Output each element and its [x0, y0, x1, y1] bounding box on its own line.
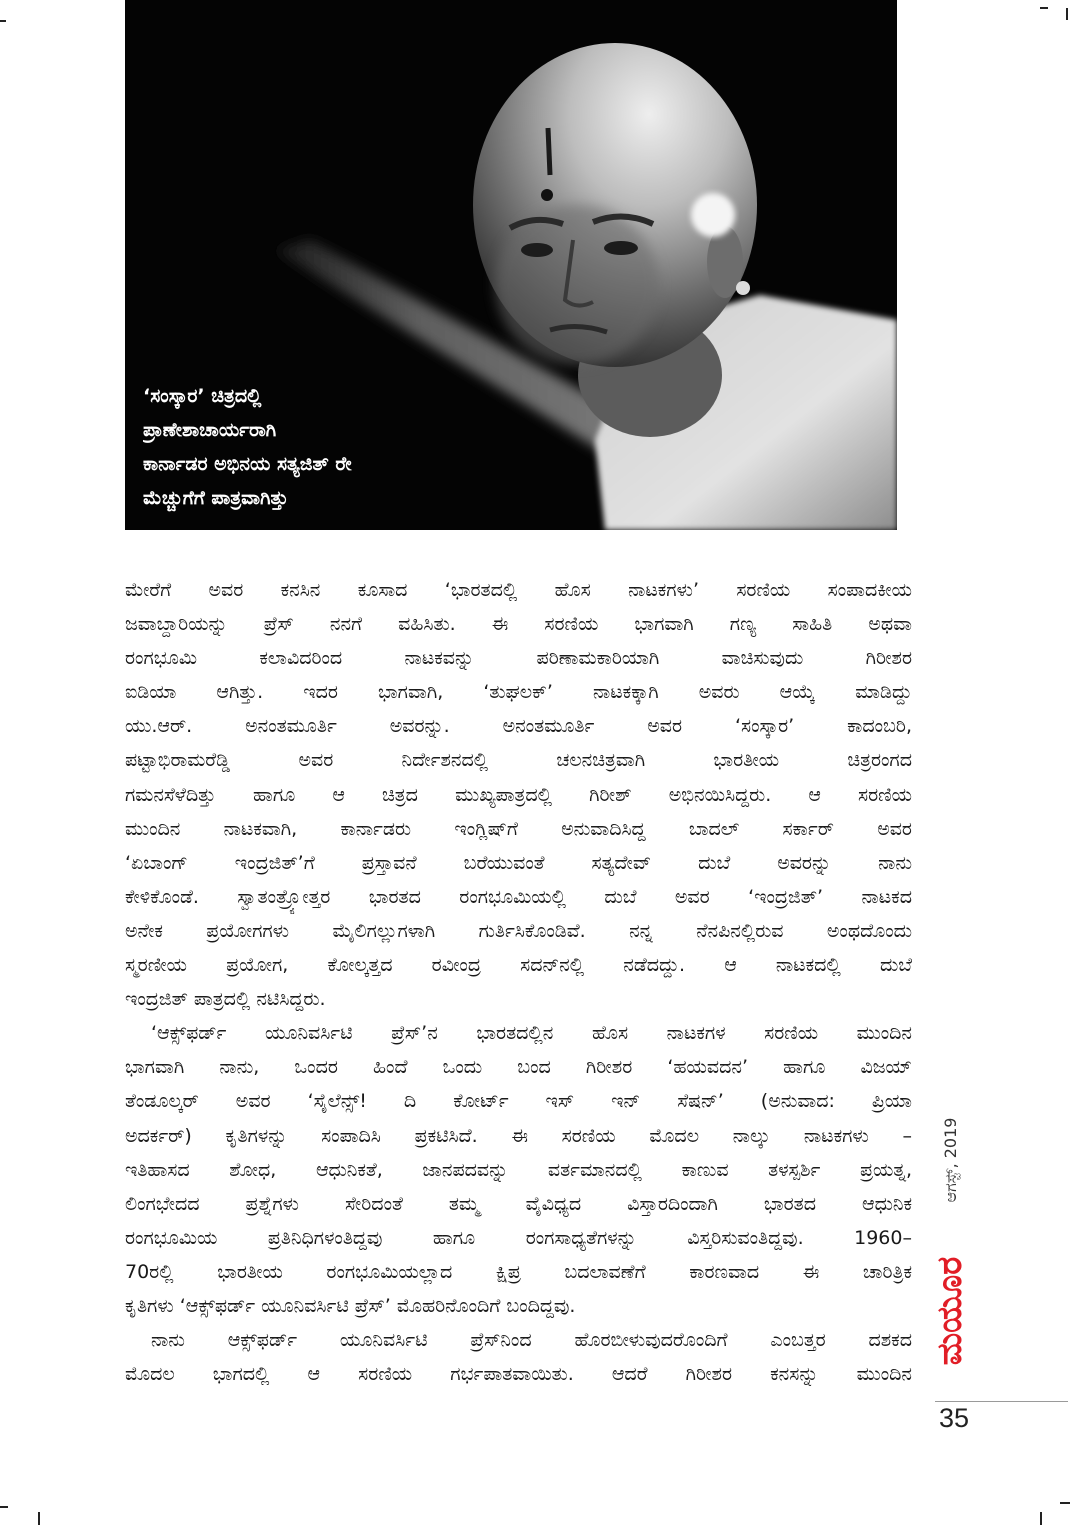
- article-line: 70ರಲ್ಲಿ ಭಾರತೀಯ ರಂಗಭೂಮಿಯಲ್ಲಾದ ಕ್ಷಿಪ್ರ ಬದಲಾವಣೆಗೆ ಕಾರಣವಾದ ಈ ಚಾರಿತ್ರಿಕ: [125, 1260, 912, 1283]
- right-eye: [604, 241, 638, 255]
- crop-mark: [1060, 1502, 1070, 1504]
- crop-mark: [0, 20, 6, 22]
- article-line: ಜವಾಬ್ದಾರಿಯನ್ನು ಪ್ರೆಸ್ ನನಗೆ ವಹಿಸಿತು. ಈ ಸರಣಿಯ ಭಾಗವಾಗಿ ಗಣ್ಯ ಸಾಹಿತಿ ಅಥವಾ: [125, 613, 912, 636]
- crop-mark: [38, 1512, 40, 1525]
- article-line: ರಂಗಭೂಮಿಯ ಪ್ರತಿನಿಧಿಗಳಂತಿದ್ದವು ಹಾಗೂ ರಂಗಸಾಧ್ಯತೆಗಳನ್ನು ವಿಸ್ತರಿಸುವಂತಿದ್ದವು. 1960–: [125, 1226, 912, 1249]
- article-line: ‘ಏಬಾಂಗ್ ಇಂದ್ರಜಿತ್’ಗೆ ಪ್ರಸ್ತಾವನೆ ಬರೆಯುವಂತೆ ಸತ್ಯದೇವ್ ದುಬೆ ಅವರನ್ನು ನಾನು: [125, 851, 912, 874]
- article-line: ‘ಆಕ್ಸ್‌ಫರ್ಡ್ ಯೂನಿವರ್ಸಿಟಿ ಪ್ರೆಸ್’ನ ಭಾರತದಲ್ಲಿನ ಹೊಸ ನಾಟಕಗಳ ಸರಣಿಯ ಮುಂದಿನ: [151, 1022, 912, 1045]
- issue-date: ಆಗಸ್ಟ್, 2019: [941, 1117, 960, 1203]
- article-line: ಸ್ಮರಣೀಯ ಪ್ರಯೋಗ, ಕೋಲ್ಕತ್ತದ ರವೀಂದ್ರ ಸದನ್‌ನಲ್ಲಿ ನಡೆದದ್ದು. ಆ ನಾಟಕದಲ್ಲಿ ದುಬೆ: [125, 954, 912, 977]
- caption-line: ‘ಸಂಸ್ಕಾರ’ ಚಿತ್ರದಲ್ಲಿ: [143, 385, 262, 407]
- footer-rule: [935, 1401, 1068, 1402]
- caption-line: ಪ್ರಾಣೇಶಾಚಾರ್ಯರಾಗಿ: [143, 419, 277, 441]
- article-line: ಐಡಿಯಾ ಆಗಿತ್ತು. ಇದರ ಭಾಗವಾಗಿ, ‘ತುಘಲಕ್’ ನಾಟಕಕ್ಕಾಗಿ ಅವರು ಆಯ್ಕೆ ಮಾಡಿದ್ದು: [125, 681, 912, 704]
- crop-mark: [0, 1506, 8, 1508]
- article-line: ಮುಂದಿನ ನಾಟಕವಾಗಿ, ಕಾರ್ನಾಡರು ಇಂಗ್ಲಿಷ್‌ಗೆ ಅನುವಾದಿಸಿದ್ದ ಬಾದಲ್ ಸರ್ಕಾರ್ ಅವರ: [125, 817, 912, 840]
- article-line: ಯು.ಆರ್. ಅನಂತಮೂರ್ತಿ ಅವರನ್ನು. ಅನಂತಮೂರ್ತಿ ಅವರ ‘ಸಂಸ್ಕಾರ’ ಕಾದಂಬರಿ,: [125, 715, 912, 738]
- article-line: ಭಾಗವಾಗಿ ನಾನು, ಒಂದರ ಹಿಂದೆ ಒಂದು ಬಂದ ಗಿರೀಶರ ‘ಹಯವದನ’ ಹಾಗೂ ವಿಜಯ್: [125, 1056, 912, 1079]
- caption-line: ಮೆಚ್ಚುಗೆಗೆ ಪಾತ್ರವಾಗಿತ್ತು: [143, 487, 289, 509]
- magazine-masthead: ಮಯೂರ: [930, 1256, 970, 1366]
- article-line: ತೆಂಡೂಲ್ಕರ್ ಅವರ ‘ಸೈಲೆನ್ಸ್! ದಿ ಕೋರ್ಟ್ ಇಸ್ ಇನ್ ಸೆಷನ್’ (ಅನುವಾದ: ಪ್ರಿಯಾ: [125, 1090, 912, 1113]
- page-number: 35: [939, 1403, 970, 1433]
- article-line: ಮೊದಲ ಭಾಗದಲ್ಲಿ ಆ ಸರಣಿಯ ಗರ್ಭಪಾತವಾಯಿತು. ಆದರೆ ಗಿರೀಶರ ಕನಸನ್ನು ಮುಂದಿನ: [125, 1363, 912, 1386]
- paragraph: [125, 1323, 912, 1391]
- article-line: ಇತಿಹಾಸದ ಶೋಧ, ಆಧುನಿಕತೆ, ಜಾನಪದವನ್ನು ವರ್ತಮಾನದಲ್ಲಿ ಕಾಣುವ ತಳಸ್ಪರ್ಶಿ ಪ್ರಯತ್ನ,: [125, 1158, 912, 1181]
- article-line: ನಾನು ಆಕ್ಸ್‌ಫರ್ಡ್ ಯೂನಿವರ್ಸಿಟಿ ಪ್ರೆಸ್‌ನಿಂದ ಹೊರಬೀಳುವುದರೊಂದಿಗೆ ಎಂಬತ್ತರ ದಶಕದ: [151, 1329, 912, 1352]
- article-line: ಅದರ್ಕರ್) ಕೃತಿಗಳನ್ನು ಸಂಪಾದಿಸಿ ಪ್ರಕಟಿಸಿದೆ. ಈ ಸರಣಿಯ ಮೊದಲ ನಾಲ್ಕು ನಾಟಕಗಳು –: [125, 1124, 912, 1147]
- article-line: ಲಿಂಗಭೇದದ ಪ್ರಶ್ನೆಗಳು ಸೇರಿದಂತೆ ತಮ್ಮ ವೈವಿಧ್ಯದ ವಿಸ್ತಾರದಿಂದಾಗಿ ಭಾರತದ ಆಧುನಿಕ: [125, 1192, 912, 1215]
- crop-mark: [1040, 1512, 1042, 1525]
- article-line: ಕೃತಿಗಳು ‘ಆಕ್ಸ್‌ಫರ್ಡ್ ಯೂನಿವರ್ಸಿಟಿ ಪ್ರೆಸ್’ ಮೊಹರಿನೊಂದಿಗೆ ಬಂದಿದ್ದವು.: [125, 1294, 576, 1317]
- article-line: ಇಂದ್ರಜಿತ್ ಪಾತ್ರದಲ್ಲಿ ನಟಿಸಿದ್ದರು.: [125, 988, 326, 1011]
- tilak-line: [548, 128, 550, 175]
- article-body: [125, 573, 912, 1391]
- article-line: ಪಟ್ಟಾಭಿರಾಮರೆಡ್ಡಿ ಅವರ ನಿರ್ದೇಶನದಲ್ಲಿ ಚಲನಚಿತ್ರವಾಗಿ ಭಾರತೀಯ ಚಿತ್ರರಂಗದ: [125, 749, 912, 772]
- left-eye: [521, 243, 553, 257]
- article-line: ರಂಗಭೂಮಿ ಕಲಾವಿದರಿಂದ ನಾಟಕವನ್ನು ಪರಿಣಾಮಕಾರಿಯಾಗಿ ವಾಚಿಸುವುದು ಗಿರೀಶರ: [125, 647, 912, 670]
- article-photo: [125, 0, 897, 530]
- flower: [691, 193, 735, 237]
- article-line: ಕೇಳಿಕೊಂಡೆ. ಸ್ವಾತಂತ್ರ್ಯೋತ್ತರ ಭಾರತದ ರಂಗಭೂಮಿಯಲ್ಲಿ ದುಬೆ ಅವರ ‘ಇಂದ್ರಜಿತ್’ ನಾಟಕದ: [125, 885, 912, 908]
- paragraph: [125, 573, 912, 1016]
- article-line: ಅನೇಕ ಪ್ರಯೋಗಗಳು ಮೈಲಿಗಲ್ಲುಗಳಾಗಿ ಗುರ್ತಿಸಿಕೊಂಡಿವೆ. ನನ್ನ ನೆನಪಿನಲ್ಲಿರುವ ಅಂಥದೊಂದು: [125, 919, 912, 942]
- paragraph: [125, 1016, 912, 1323]
- crop-mark: [1040, 7, 1048, 9]
- article-line: ಗಮನಸೆಳೆದಿತ್ತು ಹಾಗೂ ಆ ಚಿತ್ರದ ಮುಖ್ಯಪಾತ್ರದಲ್ಲಿ ಗಿರೀಶ್ ಅಭಿನಯಿಸಿದ್ದರು. ಆ ಸರಣಿಯ: [125, 783, 912, 806]
- caption-line: ಕಾರ್ನಾಡರ ಅಭಿನಯ ಸತ್ಯಜಿತ್ ರೇ: [143, 453, 352, 475]
- earring: [736, 281, 750, 295]
- photo-caption: [143, 379, 503, 515]
- article-line: ಮೇರೆಗೆ ಅವರ ಕನಸಿನ ಕೂಸಾದ ‘ಭಾರತದಲ್ಲಿ ಹೊಸ ನಾಟಕಗಳು’ ಸರಣಿಯ ಸಂಪಾದಕೀಯ: [125, 579, 912, 601]
- crop-mark: [1066, 8, 1068, 20]
- face-shadow: [495, 205, 659, 365]
- tilak-dot: [541, 189, 553, 201]
